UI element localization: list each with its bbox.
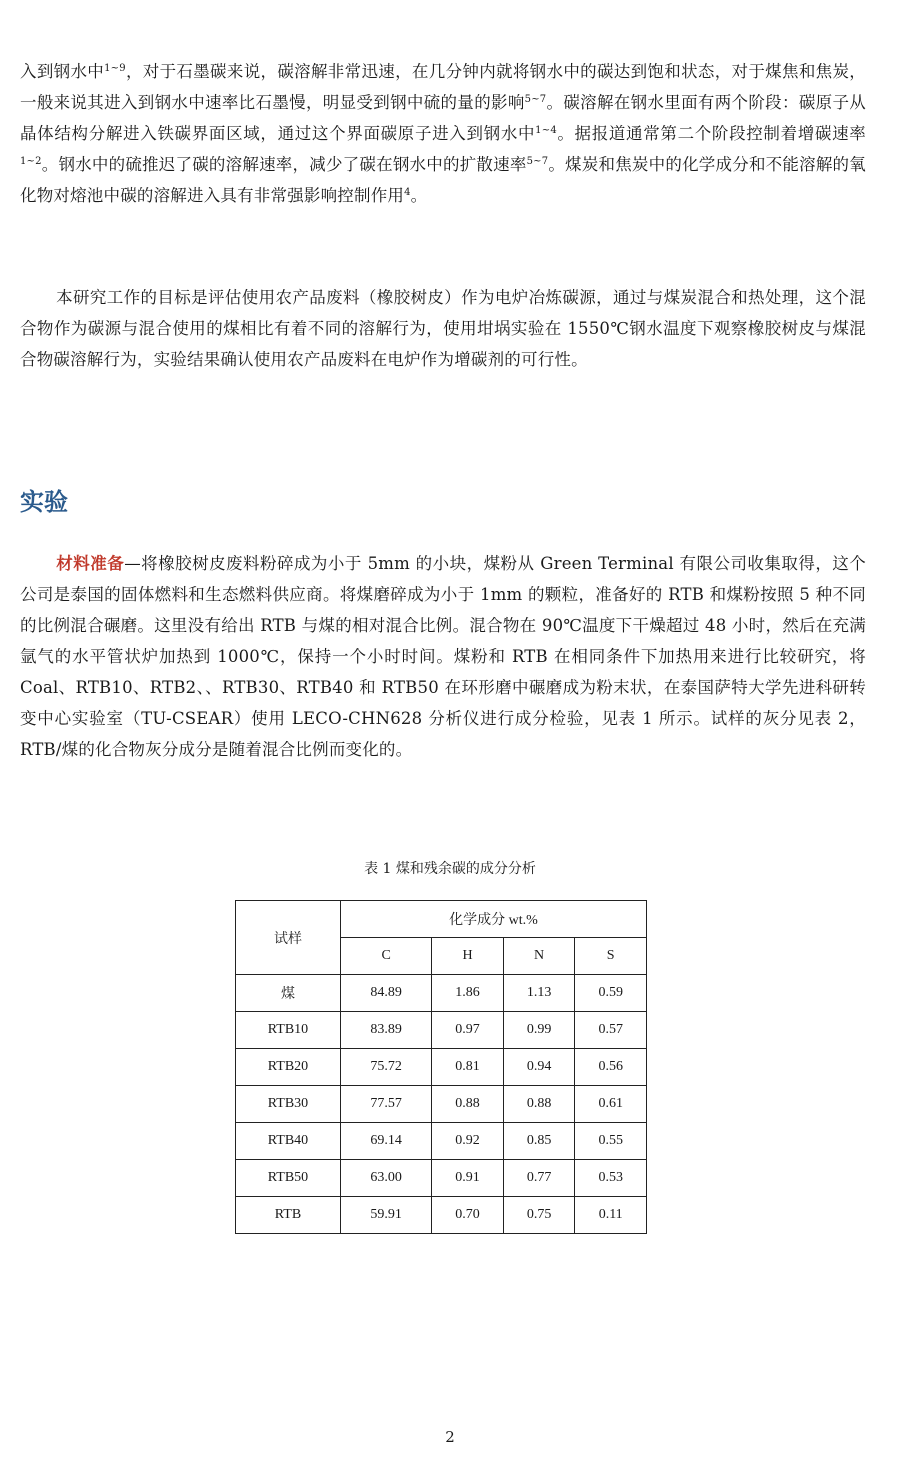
objective-paragraph (20, 282, 866, 375)
text-run: 。钢水中的硫推迟了碳的溶解速率，减少了碳在钢水中的扩散速率 (41, 155, 527, 174)
value-cell: 0.11 (575, 1197, 647, 1234)
table-row (236, 975, 647, 1012)
text-run: 本研究工作的目标是评估使用农产品废料（橡胶树皮）作为电炉冶炼碳源，通过与煤炭混合和热处理，这个混合物作为碳源与混合使用的煤相比有着不同的溶解行为，使用坩埚实验在 1550℃钢水温度下观察橡胶树皮与煤混合物碳溶解行为，实验结果确认使用农产品废料在电炉作为增碳剂的可行性。 (20, 288, 866, 369)
table-header-row (236, 901, 647, 938)
composition-table (235, 900, 647, 1234)
citation-superscript: 1~4 (535, 125, 557, 136)
value-cell: 0.57 (575, 1012, 647, 1049)
text-run: 。 (410, 186, 428, 205)
column-header: C (341, 938, 432, 975)
text-run: —将橡胶树皮废料粉碎成为小于 5mm 的小块，煤粉从 Green Terminal 有限公司收集取得，这个公司是泰国的固体燃料和生态燃料供应商。将煤磨碎成为小于 1mm 的颗粒，准备好的 RTB 和煤粉按照 5 种不同的比例混合碾磨。这里没有给出 RTB 与煤的相对混合比例。混合物在 90℃温度下干燥超过 48 小时，然后在充满氩气的水平管状炉加热到 1000℃，保持一个小时时间。煤粉和 RTB 在相同条件下加热用来进行比较研究，将 Coal、RTB10、RTB2、、RTB30、RTB40 和 RTB50 在环形磨中碾磨成为粉末状，在泰国萨特大学先进科研转变中心实验室（TU-CSEAR）使用 LECO-CHN628 分析仪进行成分检验，见表 1 所示。试样的灰分见表 2，RTB/煤的化合物灰分成分是随着混合比例而变化的。 (20, 554, 866, 759)
table-row (236, 1012, 647, 1049)
sample-cell: RTB (236, 1197, 341, 1234)
table-caption: 表 1 煤和残余碳的成分分析 (364, 861, 536, 877)
value-cell: 59.91 (341, 1197, 432, 1234)
paragraph-lead: 材料准备 (56, 554, 125, 573)
table-row (236, 1049, 647, 1086)
citation-superscript: 1~9 (104, 63, 126, 74)
intro-paragraph (20, 56, 866, 211)
text-run: 入到钢水中 (20, 62, 105, 81)
text-run: 。碳溶解在钢水里面有两个阶段：碳原子从晶体结构分解进入铁碳界面区域，通过这个界面碳原子进入到钢水中 (20, 93, 866, 143)
value-cell: 0.77 (503, 1160, 575, 1197)
value-cell: 0.94 (503, 1049, 575, 1086)
value-cell: 77.57 (341, 1086, 432, 1123)
citation-superscript: 5~7 (524, 94, 547, 105)
value-cell: 1.13 (503, 975, 575, 1012)
sample-cell: RTB20 (236, 1049, 341, 1086)
sample-cell: 煤 (236, 975, 341, 1012)
value-cell: 0.75 (503, 1197, 575, 1234)
value-cell: 0.91 (432, 1160, 504, 1197)
value-cell: 1.86 (432, 975, 504, 1012)
page-number: 2 (445, 1428, 455, 1446)
value-cell: 0.55 (575, 1123, 647, 1160)
text-run: ，对于石墨碳来说，碳溶解非常迅速，在几分钟内就将钢水中的碳达到饱和状态，对于煤焦和焦炭，一般来说其进入到钢水中速率比石墨慢，明显受到钢中硫的量的影响 (20, 62, 866, 112)
column-header: H (432, 938, 504, 975)
composition-group-header: 化学成分 wt.% (341, 901, 647, 938)
value-cell: 0.92 (432, 1123, 504, 1160)
column-header: S (575, 938, 647, 975)
table-row (236, 1123, 647, 1160)
citation-superscript: 5~7 (526, 156, 549, 167)
sample-cell: RTB30 (236, 1086, 341, 1123)
value-cell: 0.59 (575, 975, 647, 1012)
section-heading: 实验 (20, 488, 68, 516)
value-cell: 83.89 (341, 1012, 432, 1049)
citation-superscript: 4 (404, 187, 411, 198)
value-cell: 0.53 (575, 1160, 647, 1197)
value-cell: 69.14 (341, 1123, 432, 1160)
value-cell: 75.72 (341, 1049, 432, 1086)
sample-cell: RTB10 (236, 1012, 341, 1049)
value-cell: 0.88 (503, 1086, 575, 1123)
value-cell: 63.00 (341, 1160, 432, 1197)
text-run: 。煤炭和焦炭中的化学成分和不能溶解的氧化物对熔池中碳的溶解进入具有非常强影响控制作用 (20, 155, 866, 205)
value-cell: 0.99 (503, 1012, 575, 1049)
value-cell: 0.85 (503, 1123, 575, 1160)
sample-cell: RTB40 (236, 1123, 341, 1160)
table-row (236, 1086, 647, 1123)
table-row (236, 1160, 647, 1197)
value-cell: 0.70 (432, 1197, 504, 1234)
value-cell: 84.89 (341, 975, 432, 1012)
text-run: 。据报道通常第二个阶段控制着增碳速率 (556, 124, 866, 143)
materials-paragraph (20, 548, 866, 765)
value-cell: 0.97 (432, 1012, 504, 1049)
value-cell: 0.56 (575, 1049, 647, 1086)
citation-superscript: 1~2 (20, 156, 42, 167)
value-cell: 0.88 (432, 1086, 504, 1123)
value-cell: 0.61 (575, 1086, 647, 1123)
sample-cell: RTB50 (236, 1160, 341, 1197)
value-cell: 0.81 (432, 1049, 504, 1086)
column-header: N (503, 938, 575, 975)
sample-header: 试样 (236, 901, 341, 975)
table-row (236, 1197, 647, 1234)
